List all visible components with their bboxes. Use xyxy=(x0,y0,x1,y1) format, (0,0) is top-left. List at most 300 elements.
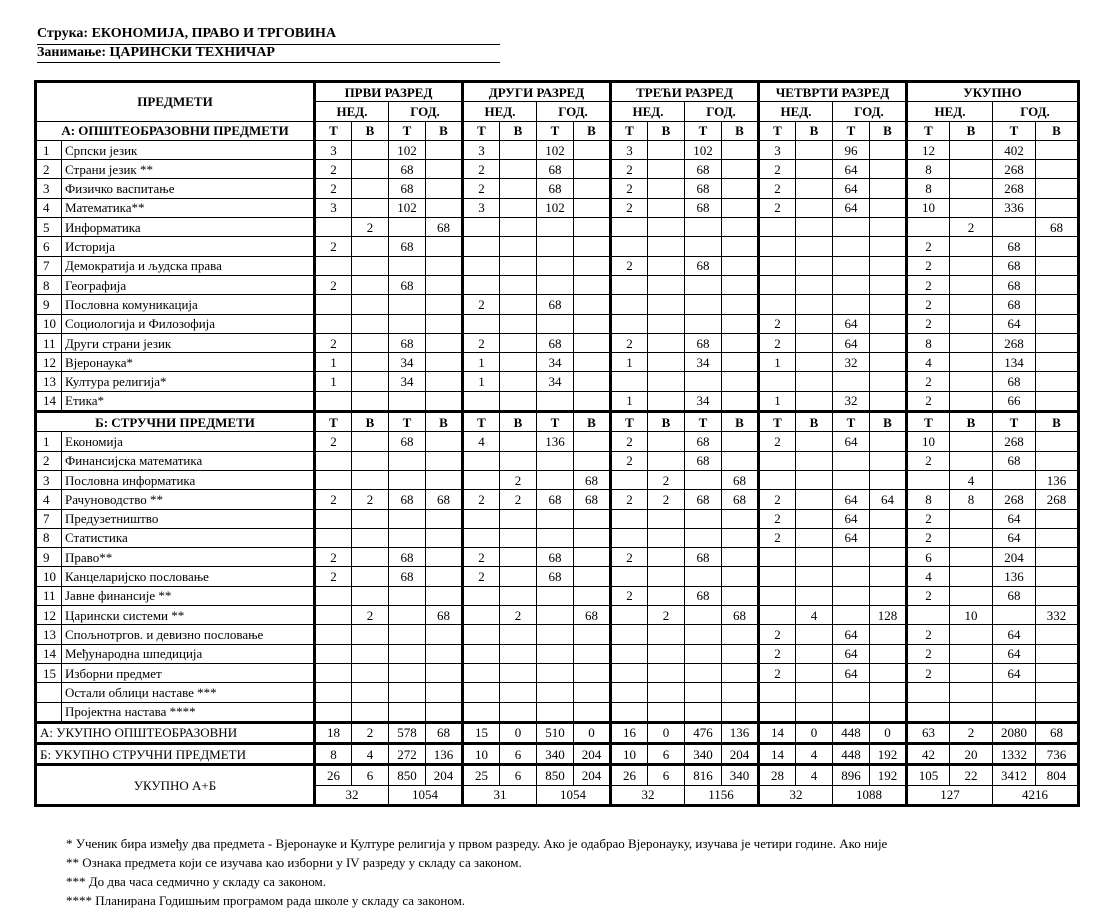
value-cell xyxy=(950,644,993,663)
value-cell xyxy=(611,275,648,294)
value-cell xyxy=(315,586,352,605)
value-cell xyxy=(574,548,611,567)
t-header: Т xyxy=(537,412,574,432)
value-cell xyxy=(574,275,611,294)
value-cell: 68 xyxy=(1036,218,1079,237)
value-cell xyxy=(463,391,500,411)
value-cell xyxy=(426,256,463,275)
value-cell: 2 xyxy=(352,606,389,625)
row-number: 11 xyxy=(36,586,62,605)
t-header: Т xyxy=(389,412,426,432)
value-cell xyxy=(500,528,537,547)
value-cell xyxy=(537,470,574,489)
value-cell xyxy=(950,256,993,275)
value-cell: 8 xyxy=(907,160,950,179)
value-cell xyxy=(833,372,870,391)
value-cell xyxy=(685,275,722,294)
subject-name: Физичко васпитање xyxy=(62,179,315,198)
total-cell: 20 xyxy=(950,744,993,765)
value-cell xyxy=(796,644,833,663)
value-cell xyxy=(722,625,759,644)
value-cell: 2 xyxy=(315,237,352,256)
v-header: В xyxy=(574,121,611,140)
value-cell xyxy=(648,683,685,702)
value-cell xyxy=(389,683,426,702)
value-cell: 2 xyxy=(907,314,950,333)
value-cell xyxy=(833,237,870,256)
value-cell: 2 xyxy=(648,606,685,625)
value-cell xyxy=(1036,432,1079,451)
value-cell xyxy=(722,179,759,198)
value-cell xyxy=(352,372,389,391)
total-cell: 510 xyxy=(537,722,574,743)
value-cell xyxy=(722,644,759,663)
row-number: 6 xyxy=(36,237,62,256)
value-cell xyxy=(574,683,611,702)
value-cell xyxy=(1036,567,1079,586)
value-cell xyxy=(389,509,426,528)
value-cell: 2 xyxy=(907,625,950,644)
value-cell xyxy=(352,451,389,470)
v-header: В xyxy=(722,121,759,140)
subject-row xyxy=(36,333,1079,352)
value-cell xyxy=(574,314,611,333)
value-cell: 64 xyxy=(833,333,870,352)
value-cell xyxy=(500,160,537,179)
value-cell xyxy=(722,295,759,314)
value-cell xyxy=(950,586,993,605)
ned-header: НЕД. xyxy=(315,102,389,121)
value-cell xyxy=(685,237,722,256)
t-header: Т xyxy=(315,412,352,432)
subject-row xyxy=(36,179,1079,198)
value-cell: 68 xyxy=(537,160,574,179)
value-cell: 8 xyxy=(907,333,950,352)
value-cell: 4 xyxy=(907,567,950,586)
value-cell xyxy=(759,606,796,625)
subject-name: Други страни језик xyxy=(62,333,315,352)
value-cell xyxy=(426,198,463,217)
row-number: 13 xyxy=(36,372,62,391)
yearly-sum: 1156 xyxy=(685,785,759,805)
value-cell xyxy=(537,237,574,256)
value-cell xyxy=(500,218,537,237)
value-cell xyxy=(574,644,611,663)
subject-name: Остали облици наставе *** xyxy=(62,683,315,702)
value-cell: 4 xyxy=(796,606,833,625)
value-cell xyxy=(870,333,907,352)
grade-header: ТРЕЋИ РАЗРЕД xyxy=(611,82,759,102)
value-cell: 4 xyxy=(907,353,950,372)
subject-name: Српски језик xyxy=(62,140,315,159)
value-cell xyxy=(574,237,611,256)
value-cell xyxy=(500,372,537,391)
total-row xyxy=(36,722,1079,743)
t-header: Т xyxy=(685,121,722,140)
value-cell xyxy=(611,372,648,391)
yearly-sum: 1054 xyxy=(389,785,463,805)
value-cell xyxy=(722,663,759,682)
v-header: В xyxy=(1036,412,1079,432)
value-cell xyxy=(796,256,833,275)
t-header: Т xyxy=(759,121,796,140)
total-ab-cell: 22 xyxy=(950,765,993,785)
value-cell: 64 xyxy=(833,490,870,509)
subject-name: Царински системи ** xyxy=(62,606,315,625)
value-cell xyxy=(611,606,648,625)
value-cell xyxy=(315,314,352,333)
section-title: Б: СТРУЧНИ ПРЕДМЕТИ xyxy=(36,412,315,432)
value-cell: 68 xyxy=(685,586,722,605)
value-cell: 68 xyxy=(722,490,759,509)
value-cell: 102 xyxy=(389,198,426,217)
value-cell xyxy=(685,470,722,489)
value-cell xyxy=(537,275,574,294)
value-cell: 64 xyxy=(833,625,870,644)
total-cell: 340 xyxy=(537,744,574,765)
total-cell: 14 xyxy=(759,722,796,743)
value-cell xyxy=(950,314,993,333)
value-cell xyxy=(796,528,833,547)
v-header: В xyxy=(950,121,993,140)
total-ab-cell: 204 xyxy=(574,765,611,785)
total-cell: 6 xyxy=(648,744,685,765)
row-number: 3 xyxy=(36,470,62,489)
row-number: 8 xyxy=(36,275,62,294)
value-cell: 64 xyxy=(833,179,870,198)
v-header: В xyxy=(352,121,389,140)
value-cell: 2 xyxy=(907,275,950,294)
value-cell xyxy=(352,333,389,352)
total-ab-cell: 204 xyxy=(426,765,463,785)
value-cell: 68 xyxy=(537,333,574,352)
value-cell xyxy=(833,586,870,605)
value-cell xyxy=(352,528,389,547)
value-cell xyxy=(950,683,993,702)
row-number: 10 xyxy=(36,314,62,333)
value-cell: 68 xyxy=(685,333,722,352)
value-cell xyxy=(685,372,722,391)
value-cell xyxy=(796,160,833,179)
value-cell xyxy=(950,198,993,217)
value-cell xyxy=(500,179,537,198)
total-ab-cell: 3412 xyxy=(993,765,1036,785)
value-cell: 2 xyxy=(759,663,796,682)
t-header: Т xyxy=(907,121,950,140)
value-cell xyxy=(759,586,796,605)
t-header: Т xyxy=(611,412,648,432)
subject-row xyxy=(36,256,1079,275)
god-header: ГОД. xyxy=(993,102,1079,121)
value-cell xyxy=(722,314,759,333)
value-cell: 3 xyxy=(315,140,352,159)
value-cell xyxy=(426,625,463,644)
value-cell xyxy=(950,333,993,352)
weekly-sum: 31 xyxy=(463,785,537,805)
value-cell xyxy=(315,391,352,411)
value-cell: 10 xyxy=(907,198,950,217)
value-cell: 2 xyxy=(907,528,950,547)
god-header: ГОД. xyxy=(389,102,463,121)
value-cell: 32 xyxy=(833,391,870,411)
yearly-sum: 1088 xyxy=(833,785,907,805)
value-cell: 68 xyxy=(685,256,722,275)
value-cell: 1 xyxy=(315,353,352,372)
subject-name: Пословна комуникација xyxy=(62,295,315,314)
value-cell xyxy=(611,683,648,702)
value-cell xyxy=(352,432,389,451)
value-cell xyxy=(352,237,389,256)
total-ab-cell: 6 xyxy=(500,765,537,785)
value-cell xyxy=(574,372,611,391)
value-cell xyxy=(648,140,685,159)
value-cell: 2 xyxy=(907,509,950,528)
total-cell: 340 xyxy=(685,744,722,765)
value-cell: 64 xyxy=(833,528,870,547)
value-cell xyxy=(463,451,500,470)
value-cell: 68 xyxy=(685,160,722,179)
value-cell xyxy=(833,606,870,625)
value-cell xyxy=(611,295,648,314)
subject-name: Информатика xyxy=(62,218,315,237)
value-cell xyxy=(1036,663,1079,682)
total-cell: 476 xyxy=(685,722,722,743)
value-cell xyxy=(426,353,463,372)
value-cell: 34 xyxy=(389,372,426,391)
value-cell xyxy=(1036,353,1079,372)
value-cell xyxy=(315,218,352,237)
value-cell xyxy=(500,256,537,275)
value-cell: 268 xyxy=(993,432,1036,451)
value-cell: 96 xyxy=(833,140,870,159)
value-cell: 8 xyxy=(907,490,950,509)
total-cell: 68 xyxy=(1036,722,1079,743)
value-cell: 68 xyxy=(537,295,574,314)
footnotes xyxy=(66,834,887,910)
subject-name: Право** xyxy=(62,548,315,567)
value-cell: 2 xyxy=(907,586,950,605)
value-cell xyxy=(648,218,685,237)
value-cell: 68 xyxy=(685,490,722,509)
total-ab-cell: 26 xyxy=(611,765,648,785)
row-number: 5 xyxy=(36,218,62,237)
value-cell xyxy=(537,256,574,275)
value-cell xyxy=(685,218,722,237)
value-cell xyxy=(1036,256,1079,275)
value-cell xyxy=(574,179,611,198)
value-cell xyxy=(574,451,611,470)
total-ab-cell: 25 xyxy=(463,765,500,785)
subject-name: Пословна информатика xyxy=(62,470,315,489)
value-cell xyxy=(796,451,833,470)
value-cell: 64 xyxy=(870,490,907,509)
value-cell: 2 xyxy=(463,179,500,198)
value-cell xyxy=(426,548,463,567)
value-cell xyxy=(611,237,648,256)
value-cell: 2 xyxy=(611,490,648,509)
value-cell: 1 xyxy=(463,353,500,372)
value-cell: 68 xyxy=(993,372,1036,391)
t-header: Т xyxy=(315,121,352,140)
value-cell xyxy=(870,625,907,644)
value-cell xyxy=(611,218,648,237)
subject-row xyxy=(36,567,1079,586)
value-cell xyxy=(537,663,574,682)
value-cell: 68 xyxy=(537,490,574,509)
value-cell xyxy=(950,160,993,179)
value-cell xyxy=(574,625,611,644)
value-cell xyxy=(950,509,993,528)
value-cell: 2 xyxy=(759,625,796,644)
subject-name: Социологија и Филозофија xyxy=(62,314,315,333)
value-cell xyxy=(426,567,463,586)
subject-name: Географија xyxy=(62,275,315,294)
total-cell: 15 xyxy=(463,722,500,743)
value-cell xyxy=(389,256,426,275)
value-cell: 102 xyxy=(537,198,574,217)
value-cell xyxy=(315,470,352,489)
subject-name: Демократија и људска права xyxy=(62,256,315,275)
value-cell: 64 xyxy=(833,160,870,179)
value-cell xyxy=(315,644,352,663)
value-cell xyxy=(500,586,537,605)
value-cell xyxy=(722,391,759,411)
value-cell xyxy=(759,218,796,237)
value-cell xyxy=(463,606,500,625)
value-cell xyxy=(352,548,389,567)
value-cell xyxy=(648,314,685,333)
value-cell: 2 xyxy=(907,451,950,470)
value-cell xyxy=(500,237,537,256)
value-cell: 34 xyxy=(685,353,722,372)
value-cell xyxy=(685,509,722,528)
total-cell: 448 xyxy=(833,722,870,743)
value-cell xyxy=(1036,548,1079,567)
row-number: 7 xyxy=(36,256,62,275)
value-cell: 2 xyxy=(500,490,537,509)
value-cell: 64 xyxy=(833,509,870,528)
value-cell xyxy=(463,528,500,547)
value-cell: 402 xyxy=(993,140,1036,159)
value-cell xyxy=(389,314,426,333)
value-cell xyxy=(870,683,907,702)
value-cell xyxy=(1036,451,1079,470)
t-header: Т xyxy=(463,121,500,140)
value-cell: 10 xyxy=(950,606,993,625)
value-cell: 68 xyxy=(537,548,574,567)
total-cell: 272 xyxy=(389,744,426,765)
value-cell: 2 xyxy=(759,509,796,528)
total-cell: 10 xyxy=(611,744,648,765)
value-cell xyxy=(950,237,993,256)
t-header: Т xyxy=(389,121,426,140)
subject-row xyxy=(36,509,1079,528)
value-cell: 2 xyxy=(611,256,648,275)
struka-label: Струка: xyxy=(37,26,92,41)
total-ab-label: УКУПНО А+Б xyxy=(36,765,315,806)
curriculum-table xyxy=(34,80,1080,807)
total-ab-cell: 850 xyxy=(389,765,426,785)
total-ab-cell: 896 xyxy=(833,765,870,785)
total-cell: 204 xyxy=(574,744,611,765)
total-cell: 136 xyxy=(426,744,463,765)
value-cell xyxy=(685,644,722,663)
value-cell: 1 xyxy=(315,372,352,391)
subject-row xyxy=(36,606,1079,625)
total-row xyxy=(36,744,1079,765)
value-cell: 2 xyxy=(315,548,352,567)
total-cell: 42 xyxy=(907,744,950,765)
value-cell xyxy=(796,586,833,605)
value-cell: 2 xyxy=(907,644,950,663)
row-number: 8 xyxy=(36,528,62,547)
value-cell: 68 xyxy=(426,606,463,625)
subjects-header: ПРЕДМЕТИ xyxy=(36,82,315,122)
value-cell xyxy=(833,702,870,722)
value-cell xyxy=(352,663,389,682)
value-cell: 3 xyxy=(611,140,648,159)
value-cell xyxy=(950,140,993,159)
value-cell xyxy=(463,625,500,644)
subject-name: Предузетништво xyxy=(62,509,315,528)
value-cell xyxy=(796,490,833,509)
value-cell: 336 xyxy=(993,198,1036,217)
value-cell: 8 xyxy=(950,490,993,509)
value-cell: 68 xyxy=(537,567,574,586)
value-cell: 2 xyxy=(907,663,950,682)
value-cell xyxy=(389,606,426,625)
value-cell: 34 xyxy=(537,353,574,372)
value-cell xyxy=(648,237,685,256)
ned-header: НЕД. xyxy=(463,102,537,121)
value-cell: 102 xyxy=(685,140,722,159)
value-cell xyxy=(574,256,611,275)
v-header: В xyxy=(796,121,833,140)
value-cell xyxy=(950,295,993,314)
value-cell xyxy=(389,663,426,682)
value-cell xyxy=(870,314,907,333)
value-cell: 2 xyxy=(315,567,352,586)
subject-row xyxy=(36,237,1079,256)
v-header: В xyxy=(426,412,463,432)
value-cell: 2 xyxy=(759,179,796,198)
value-cell xyxy=(796,140,833,159)
row-number: 14 xyxy=(36,644,62,663)
value-cell xyxy=(352,391,389,411)
value-cell xyxy=(315,451,352,470)
value-cell xyxy=(611,644,648,663)
grade-header: УКУПНО xyxy=(907,82,1079,102)
value-cell: 2 xyxy=(759,644,796,663)
value-cell xyxy=(722,567,759,586)
subject-name: Статистика xyxy=(62,528,315,547)
value-cell xyxy=(870,295,907,314)
value-cell xyxy=(870,256,907,275)
value-cell: 2 xyxy=(759,333,796,352)
value-cell xyxy=(722,218,759,237)
value-cell xyxy=(870,470,907,489)
value-cell xyxy=(870,548,907,567)
v-header: В xyxy=(574,412,611,432)
value-cell xyxy=(907,218,950,237)
value-cell xyxy=(870,198,907,217)
t-header: Т xyxy=(833,121,870,140)
value-cell: 68 xyxy=(389,275,426,294)
value-cell xyxy=(537,683,574,702)
value-cell xyxy=(685,683,722,702)
value-cell xyxy=(389,528,426,547)
value-cell: 2 xyxy=(907,295,950,314)
